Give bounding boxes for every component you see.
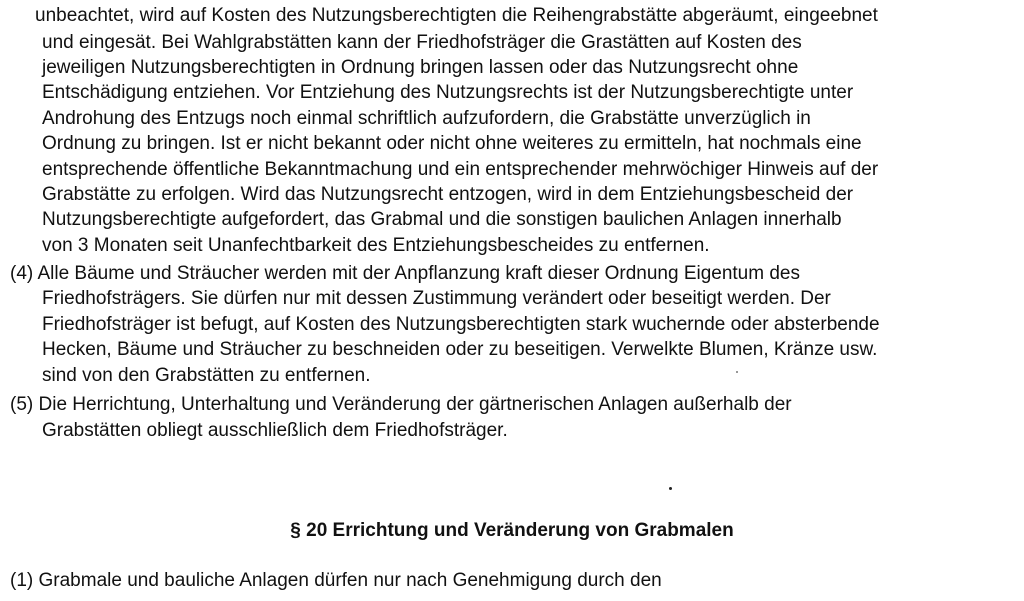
scan-speck (669, 487, 672, 490)
text-line: von 3 Monaten seit Unanfechtbarkeit des Entziehungsbescheides zu entfernen. (42, 235, 710, 256)
paragraph-4-line: Friedhofsträger ist befugt, auf Kosten des Nutzungsberechtigten stark wuchernde oder absterbende (42, 314, 880, 335)
text-line: unbeachtet, wird auf Kosten des Nutzungsberechtigten die Reihengrabstätte abgeräumt, eingeebnet (35, 5, 878, 26)
section-heading: § 20 Errichtung und Veränderung von Grabmalen (290, 520, 734, 541)
text-line: Androhung des Entzugs noch einmal schriftlich aufzufordern, die Grabstätte unverzüglich in (42, 108, 811, 129)
text-line: Grabstätte zu erfolgen. Wird das Nutzungsrecht entzogen, wird in dem Entziehungsbescheid der (42, 184, 854, 205)
text-line: und eingesät. Bei Wahlgrabstätten kann der Friedhofsträger die Grastätten auf Kosten des (42, 32, 802, 53)
text-line: Entschädigung entziehen. Vor Entziehung des Nutzungsrechts ist der Nutzungsberechtigte unter (42, 82, 854, 103)
paragraph-4-line: sind von den Grabstätten zu entfernen. (42, 365, 371, 386)
paragraph-4-line: Hecken, Bäume und Sträucher zu beschneiden oder zu beseitigen. Verwelkte Blumen, Kränze usw. (42, 339, 878, 360)
paragraph-5-line: (5) Die Herrichtung, Unterhaltung und Veränderung der gärtnerischen Anlagen außerhalb der (10, 394, 792, 415)
text-line: jeweiligen Nutzungsberechtigten in Ordnung bringen lassen oder das Nutzungsrecht ohne (42, 57, 799, 78)
text-line: Ordnung zu bringen. Ist er nicht bekannt oder nicht ohne weiteres zu ermitteln, hat nochmals eine (42, 133, 862, 154)
text-line: entsprechende öffentliche Bekanntmachung und ein entsprechender mehrwöchiger Hinweis auf der (42, 159, 879, 180)
scan-speck (736, 371, 738, 373)
paragraph-4-line: Friedhofsträgers. Sie dürfen nur mit dessen Zustimmung verändert oder beseitigt werden. Der (42, 288, 831, 309)
paragraph-4-line: (4) Alle Bäume und Sträucher werden mit der Anpflanzung kraft dieser Ordnung Eigentum des (10, 263, 800, 284)
text-line: Nutzungsberechtigte aufgefordert, das Grabmal und die sonstigen baulichen Anlagen innerhalb (42, 209, 842, 230)
section-paragraph-1-line: (1) Grabmale und bauliche Anlagen dürfen nur nach Genehmigung durch den (10, 570, 662, 591)
paragraph-5-line: Grabstätten obliegt ausschließlich dem Friedhofsträger. (42, 420, 508, 441)
